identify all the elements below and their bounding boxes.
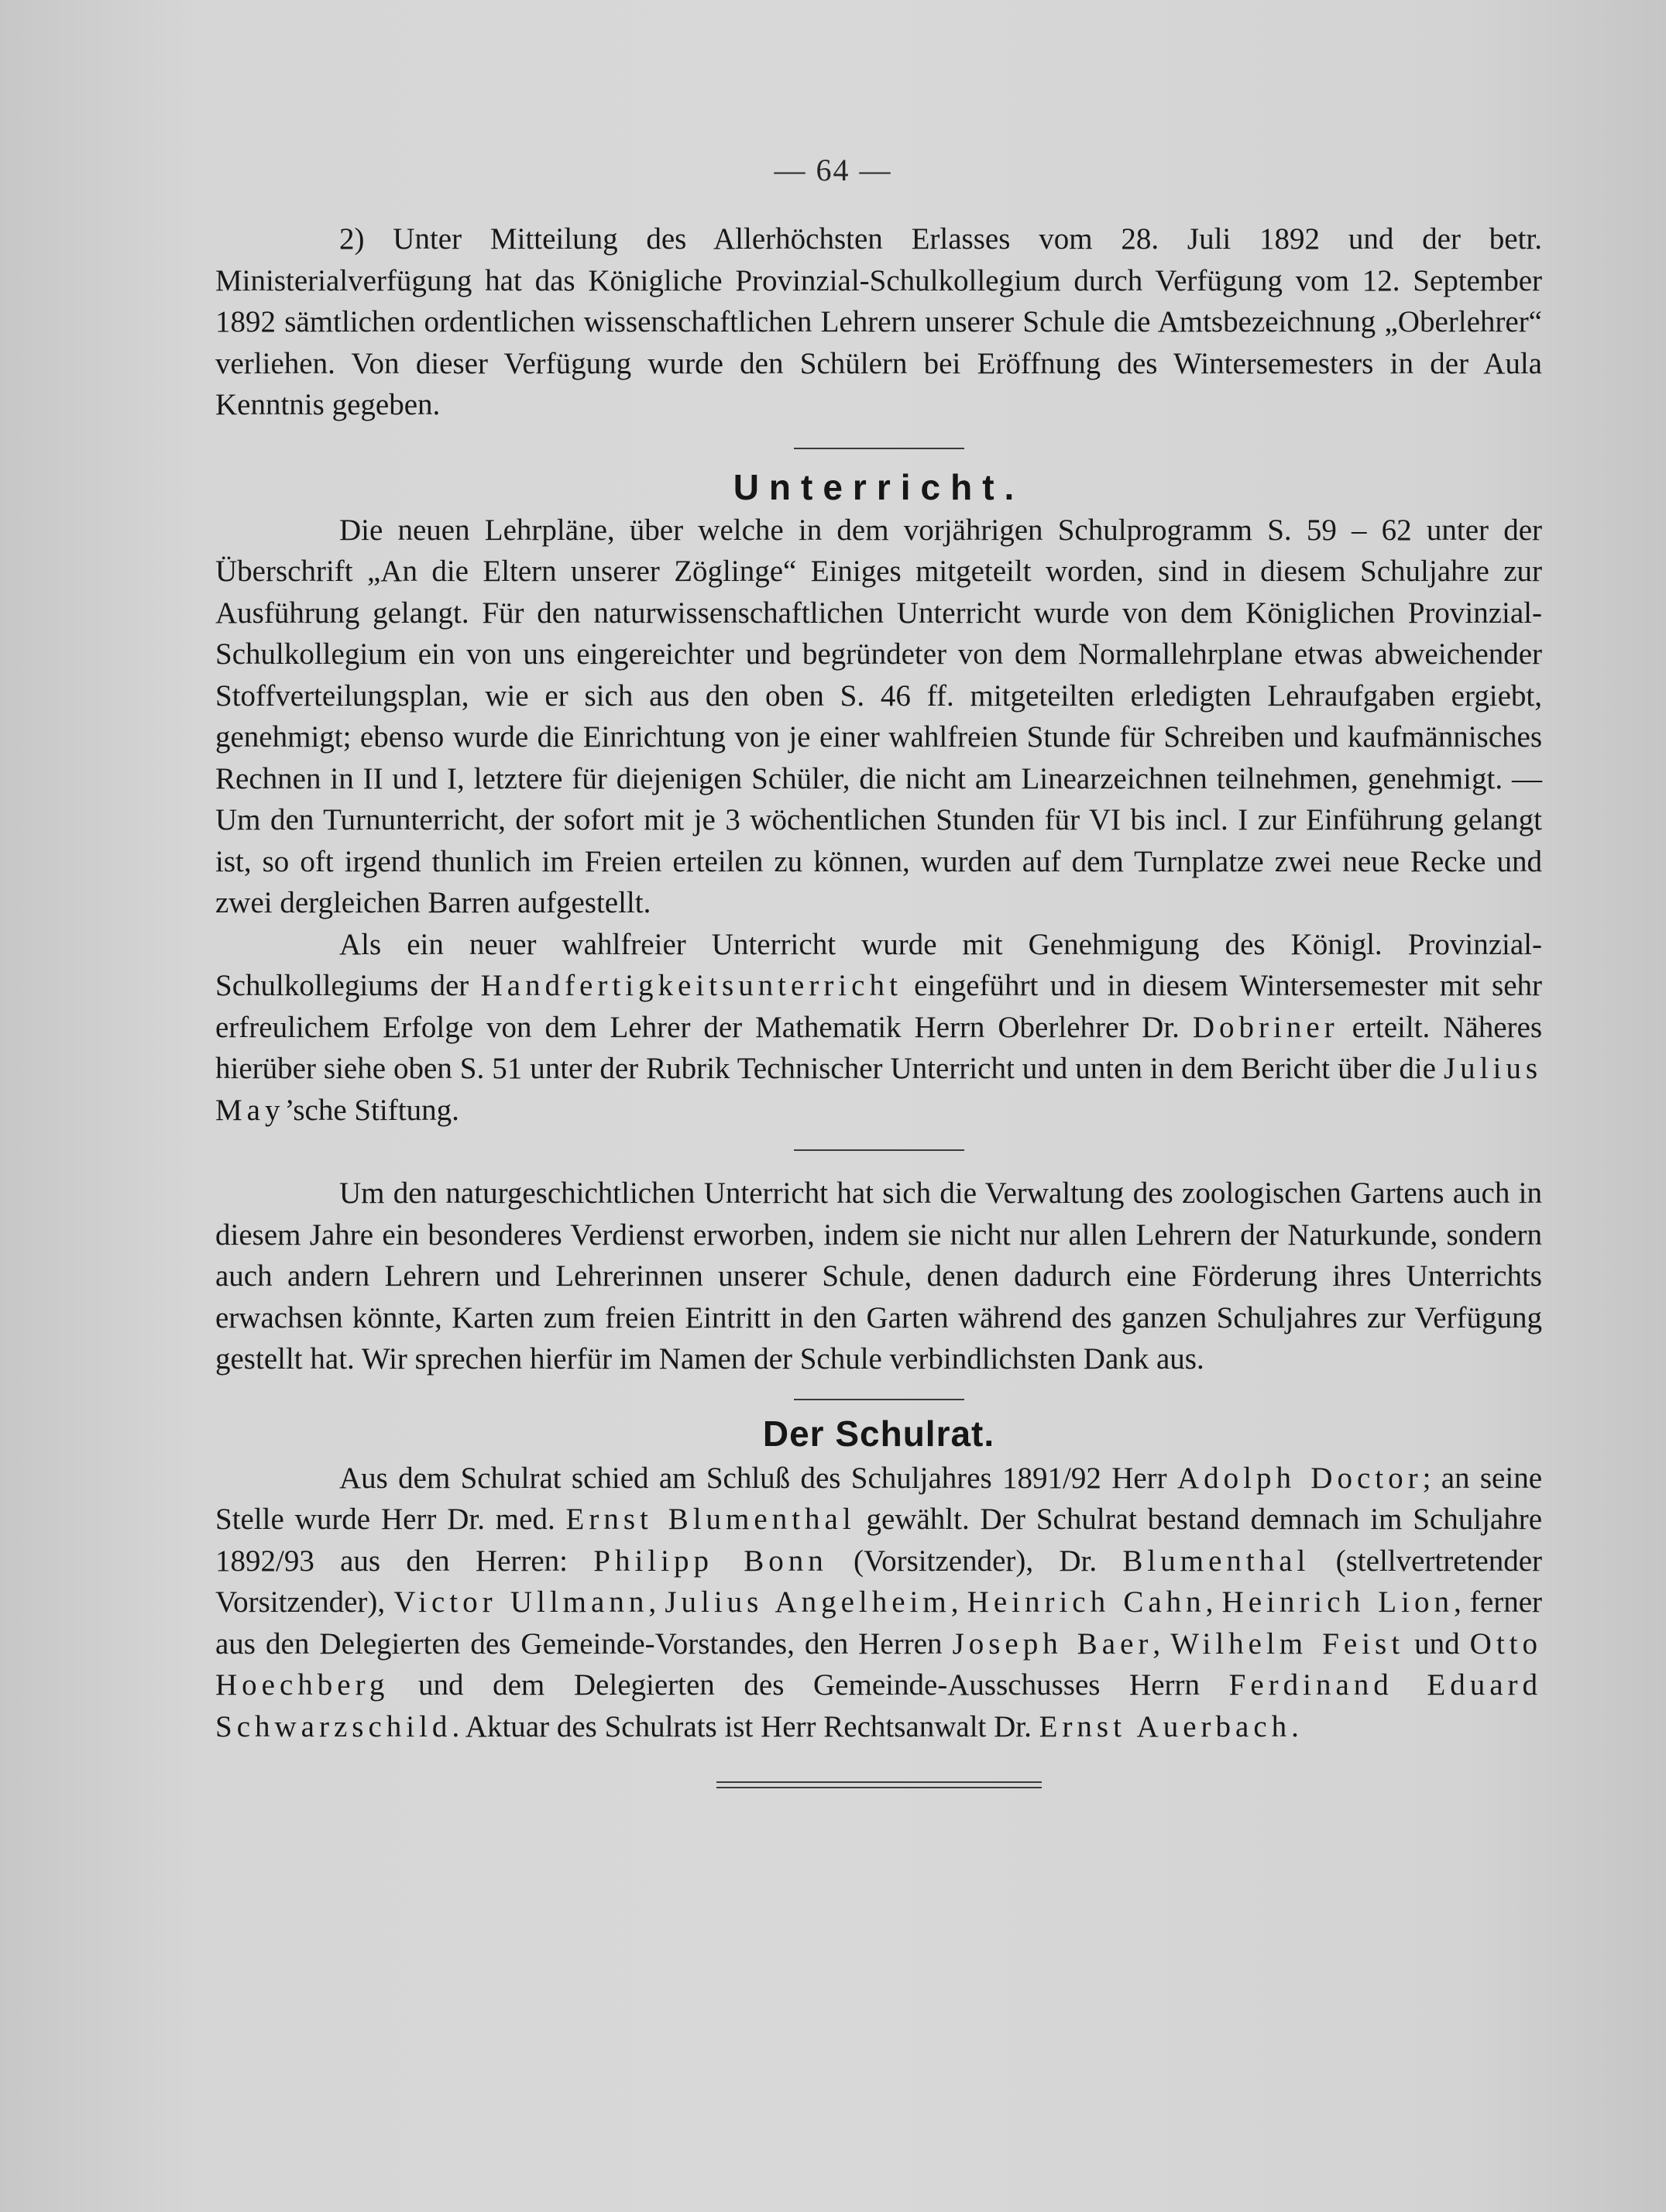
paragraph-oberlehrer: 2) Unter Mitteilung des Allerhöchsten Erlasses vom 28. Juli 1892 und der betr. Ministerialverfügung hat das Königliche Provinzial-Schulkollegium durch Verfügung vom 12. September 1892 sämtlichen ordentlichen wissenschaftlichen Lehrern unserer Schule die Amtsbezeichnung „Oberlehrer“ verliehen. Von dieser Verfügung wurde den Schülern bei Eröffnung des Wintersemesters in der Aula Kenntnis gegeben.: [215, 222, 1542, 421]
emphasis-run: Adolph Doctor: [1177, 1461, 1423, 1495]
paragraph-zoologischer-garten: Um den naturgeschichtlichen Unterricht hat sich die Verwaltung des zoologischen Gartens auch in diesem Jahre ein besonderes Verdienst erworben, indem sie nicht nur allen Lehrern der Naturkunde, sondern auch andern Lehrern und Lehrerinnen unserer Schule, denen dadurch eine Förderung ihres Unterrichts erwachsen könnte, Karten zum freien Eintritt in den Garten während des ganzen Schuljahres zur Verfügung gestellt hat. Wir sprechen hierfür im Namen der Schule verbindlichsten Dank aus.: [215, 1176, 1542, 1376]
emphasis-run: Victor Ullmann: [393, 1585, 649, 1619]
text-run: ,: [950, 1585, 967, 1619]
emphasis-run: Ernst Auerbach: [1039, 1709, 1292, 1743]
text-run: gewählt. Der Schulrat bestand demnach im Schuljahre 1892/93 aus den Herren:: [215, 1503, 1543, 1578]
emphasis-run: Heinrich Lion: [1221, 1585, 1454, 1619]
paragraph-schulrat: [215, 1458, 1542, 1748]
text-run: (Vorsitzender), Dr.: [827, 1544, 1123, 1578]
emphasis-run: Julius Angelheim: [665, 1585, 951, 1619]
text-run: und dem Delegierten des Gemeinde-Ausschusses Herrn: [389, 1668, 1229, 1702]
text-run: Als ein neuer wahlfreier Unterricht wurde mit Genehmigung des Königl. Provinzial-Schulkollegiums der: [215, 927, 1542, 1002]
end-rule: [716, 1781, 1042, 1783]
emphasis-run: Blumenthal: [1122, 1544, 1310, 1578]
emphasis-run: Julius May: [215, 1052, 1542, 1127]
text-run: ,: [1205, 1585, 1222, 1619]
emphasis-run: Heinrich Cahn: [967, 1585, 1206, 1619]
emphasis-run: Dobriner: [1192, 1010, 1339, 1044]
emphasis-run: Ferdinand Eduard Schwarzschild: [215, 1668, 1542, 1743]
section-divider: [794, 448, 964, 449]
text-run: ; an seine Stelle wurde Herr Dr. med.: [215, 1461, 1543, 1536]
emphasis-run: Otto Hoechberg: [215, 1626, 1542, 1702]
text-run: Aus dem Schulrat schied am Schluß des Schuljahres 1891/92 Herr: [339, 1461, 1177, 1495]
emphasis-run: Ernst Blumenthal: [565, 1503, 856, 1536]
paragraph-lehrplaene: Die neuen Lehrpläne, über welche in dem vorjährigen Schulprogramm S. 59 – 62 unter der Überschrift „An die Eltern unserer Zöglinge“ Einiges mitgeteilt worden, sind in diesem Schuljahre zur Ausführung gelangt. Für den naturwissenschaftlichen Unterricht wurde von dem Königlichen Provinzial-Schulkollegium ein von uns eingereichter und begründeter von dem Normallehrplane etwas abweichender Stoffverteilungsplan, wie er sich aus den oben S. 46 ff. mitgeteilten erledigten Lehraufgaben ergiebt, genehmigt; ebenso wurde die Einrichtung von je einer wahlfreien Stunde für Schreiben und kaufmännisches Rechnen in II und I, letztere für diejenigen Schüler, die nicht am Linearzeichnen teilnehmen, genehmigt. — Um den Turnunterricht, der sofort mit je 3 wöchentlichen Stunden für VI bis incl. I zur Einführung gelangt ist, so oft irgend thunlich im Freien erteilen zu können, wurden auf dem Turnplatze zwei neue Recke und zwei dergleichen Barren aufgestellt.: [215, 513, 1542, 919]
text-run: eingeführt und in diesem Wintersemester mit sehr erfreulichem Erfolge von dem Lehrer der Mathematik Herrn Oberlehrer Dr.: [215, 969, 1542, 1044]
emphasis-run: Handfertigkeitsunterricht: [480, 969, 902, 1002]
paragraph-handfertigkeit: [215, 924, 1542, 1132]
section-divider: [794, 1149, 964, 1151]
text-run: ,: [1152, 1626, 1171, 1661]
text-run: (stellvertretender Vorsitzender),: [215, 1544, 1542, 1619]
text-run: erteilt. Näheres hierüber siehe oben S. 51 unter der Rubrik Technischer Unterricht und unten in dem Bericht über die: [215, 1010, 1542, 1085]
text-run: , ferner aus den Delegierten des Gemeinde-Vorstandes, den Herren: [215, 1585, 1543, 1661]
text-run: und: [1404, 1626, 1470, 1661]
text-run: . Aktuar des Schulrats ist Herr Rechtsanwalt Dr.: [452, 1709, 1039, 1743]
text-run: .: [1291, 1709, 1299, 1743]
emphasis-run: Wilhelm Feist: [1170, 1626, 1405, 1661]
emphasis-run: Philipp Bonn: [593, 1544, 828, 1578]
text-column: [215, 218, 1542, 1788]
section-divider: [794, 1399, 964, 1400]
emphasis-run: Joseph Baer: [952, 1626, 1153, 1661]
end-rule: [716, 1787, 1042, 1788]
text-run: ’sche Stiftung.: [284, 1093, 459, 1127]
text-run: ,: [648, 1585, 665, 1619]
heading-schulrat: Der Schulrat.: [762, 1413, 995, 1454]
page-number: — 64 —: [774, 153, 892, 187]
heading-unterricht: Unterricht.: [733, 466, 1025, 507]
